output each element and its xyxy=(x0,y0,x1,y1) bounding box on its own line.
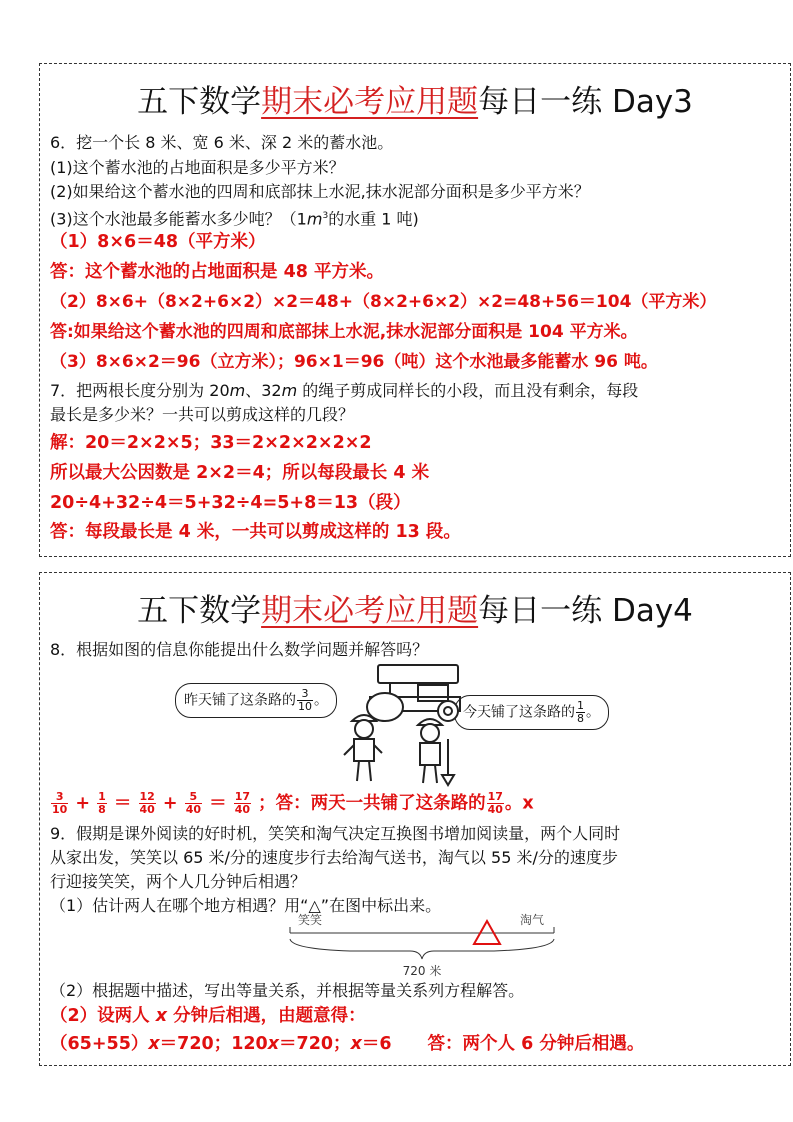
q7-stem xyxy=(50,380,786,402)
q7-stem-b: 、32 xyxy=(245,381,282,400)
title-highlight: 期末必考应用题 xyxy=(261,593,479,629)
q6-part3-sup: 3 xyxy=(322,211,329,221)
q6-stem: 6．挖一个长 8 米、宽 6 米、深 2 米的蓄水池。 xyxy=(50,133,394,152)
distance-brace xyxy=(290,939,554,959)
answer-fraction xyxy=(487,791,504,816)
variable-x: x xyxy=(148,1034,160,1054)
q9-answer2 xyxy=(50,1033,786,1055)
answer-fraction xyxy=(97,791,107,816)
title-suffix: 每日一练 Day4 xyxy=(478,593,693,629)
fraction-numerator: 3 xyxy=(51,791,68,804)
variable-x: x xyxy=(155,1006,168,1026)
q6-answer3: （3）8×6×2＝96（立方米）；96×1＝96（吨）这个水池最多能蓄水 96 吨。 xyxy=(50,352,658,372)
fraction-numerator: 5 xyxy=(185,791,202,804)
q7-stem-a: 7．把两根长度分别为 20 xyxy=(50,381,230,400)
equation-part: ＝720； xyxy=(279,1034,351,1054)
title-day4 xyxy=(40,589,790,633)
bubble-left-end: 。 xyxy=(314,692,328,709)
distance-label: 720 米 xyxy=(402,964,442,978)
fraction-numerator: 17 xyxy=(234,790,250,803)
q6-part1: (1)这个蓄水池的占地面积是多少平方米？ xyxy=(50,158,345,177)
q6-answer1-conclusion: 答：这个蓄水池的占地面积是 48 平方米。 xyxy=(50,262,385,282)
answer-fraction xyxy=(139,791,156,816)
q8-stem: 8．根据如图的信息你能提出什么数学问题并解答吗？ xyxy=(50,640,429,659)
label-taoqi: 淘气 xyxy=(520,913,545,927)
q6-part3-unit: m xyxy=(306,209,323,229)
bubble-right-fraction xyxy=(576,700,585,725)
title-suffix: 每日一练 Day3 xyxy=(478,84,693,120)
distance-diagram xyxy=(270,913,570,979)
answer-text: （2）设两人 xyxy=(50,1006,156,1026)
fraction-denominator: 8 xyxy=(98,803,106,816)
q7-solution2: 所以最大公因数是 2×2＝4；所以每段最长 4 米 xyxy=(50,463,430,483)
equation-part: （65+55） xyxy=(50,1034,149,1054)
equation-part: ＝720；120 xyxy=(159,1034,268,1054)
q6-part3 xyxy=(50,205,786,230)
speech-bubble-left xyxy=(175,683,337,718)
road-roller-icon xyxy=(367,665,460,721)
bubble-left-fraction xyxy=(297,688,313,713)
title-highlight: 期末必考应用题 xyxy=(261,84,479,120)
answer-fraction xyxy=(51,791,68,816)
fraction-denominator: 8 xyxy=(577,712,584,725)
answer-fraction xyxy=(185,791,202,816)
fraction-denominator: 10 xyxy=(298,700,312,713)
q6-answer2-conclusion: 答:如果给这个蓄水池的四周和底部抹上水泥,抹水泥部分面积是 104 平方米。 xyxy=(50,322,638,342)
q6-part3-a: (3)这个水池最多能蓄水多少吨？（1 xyxy=(50,209,307,229)
equation-part: ＝6 xyxy=(361,1034,392,1054)
fraction-numerator: 17 xyxy=(487,790,503,803)
fraction-denominator: 40 xyxy=(234,803,250,816)
q6-part3-b: 的水重 1 吨) xyxy=(328,209,419,229)
q9-conclusion: 答：两个人 6 分钟后相遇。 xyxy=(427,1034,645,1054)
q9-line3: 行迎接笑笑，两个人几分钟后相遇？ xyxy=(50,872,307,891)
worker-left-icon xyxy=(344,715,382,781)
title-prefix: 五下数学 xyxy=(137,84,262,120)
answer-fraction xyxy=(234,791,251,816)
fraction-denominator: 40 xyxy=(185,803,201,816)
q7-solution3: 20÷4+32÷4＝5+32÷4=5+8＝13（段） xyxy=(50,493,411,513)
q7-solution1: 解：20＝2×2×5；33＝2×2×2×2×2 xyxy=(50,433,372,453)
answer-text: 分钟后相遇，由题意得： xyxy=(167,1006,366,1026)
fraction-denominator: 40 xyxy=(487,803,503,816)
q9-answer1 xyxy=(50,1005,786,1027)
card-day4 xyxy=(39,572,791,1066)
fraction-numerator: 1 xyxy=(577,699,584,712)
road-workers-illustration xyxy=(330,663,480,788)
q6-part2: (2)如果给这个蓄水池的四周和底部抹上水泥,抹水泥部分面积是多少平方米？ xyxy=(50,182,590,201)
fraction-numerator: 12 xyxy=(139,790,155,803)
title-day3 xyxy=(40,80,790,124)
q7-stem-c: 的绳子剪成同样长的小段，而且没有剩余，每段 xyxy=(297,381,639,400)
fraction-denominator: 40 xyxy=(139,803,155,816)
q7-stem-m2: m xyxy=(281,381,298,400)
answer-text: ；答：两天一共铺了这条路的 xyxy=(258,793,486,814)
fraction-numerator: 3 xyxy=(297,688,313,701)
q9-line1: 9．假期是课外阅读的好时机，笑笑和淘气决定互换图书增加阅读量，两个人同时 xyxy=(50,824,621,843)
equals-sign: ＝ xyxy=(209,793,227,814)
equals-sign: ＝ xyxy=(113,793,132,814)
q9-part1: （1）估计两人在哪个地方相遇？用“△”在图中标出来。 xyxy=(50,896,442,915)
worker-right-icon xyxy=(418,719,454,785)
q6-answer1: （1）8×6＝48（平方米） xyxy=(50,232,266,252)
q7-stem2: 最长是多少米？一共可以剪成这样的几段？ xyxy=(50,405,355,424)
q7-stem-m1: m xyxy=(229,381,246,400)
card-day3 xyxy=(39,63,791,557)
q9-part2: （2）根据题中描述，写出等量关系，并根据等量关系列方程解答。 xyxy=(50,981,525,1000)
plus-sign: + xyxy=(75,793,91,814)
q8-answer xyxy=(50,791,786,816)
plus-sign: + xyxy=(162,793,178,814)
q9-line2: 从家出发，笑笑以 65 米/分的速度步行去给淘气送书，淘气以 55 米/分的速度步 xyxy=(50,848,618,867)
variable-x: x xyxy=(350,1034,362,1054)
q7-answer: 答：每段最长是 4 米，一共可以剪成这样的 13 段。 xyxy=(50,522,461,542)
label-xiaoxiao: 笑笑 xyxy=(298,913,323,927)
bubble-right-text: 今天铺了这条路的 xyxy=(463,704,575,721)
title-prefix: 五下数学 xyxy=(137,593,262,629)
bubble-left-text: 昨天铺了这条路的 xyxy=(184,692,296,709)
q6-answer2: （2）8×6+（8×2+6×2）×2＝48+（8×2+6×2）×2=48+56＝104（平方米） xyxy=(50,292,717,312)
fraction-denominator: 10 xyxy=(52,803,68,816)
fraction-numerator: 1 xyxy=(98,790,106,803)
answer-end: 。x xyxy=(504,793,534,814)
bubble-right-end: 。 xyxy=(586,704,600,721)
variable-x: x xyxy=(267,1034,280,1054)
